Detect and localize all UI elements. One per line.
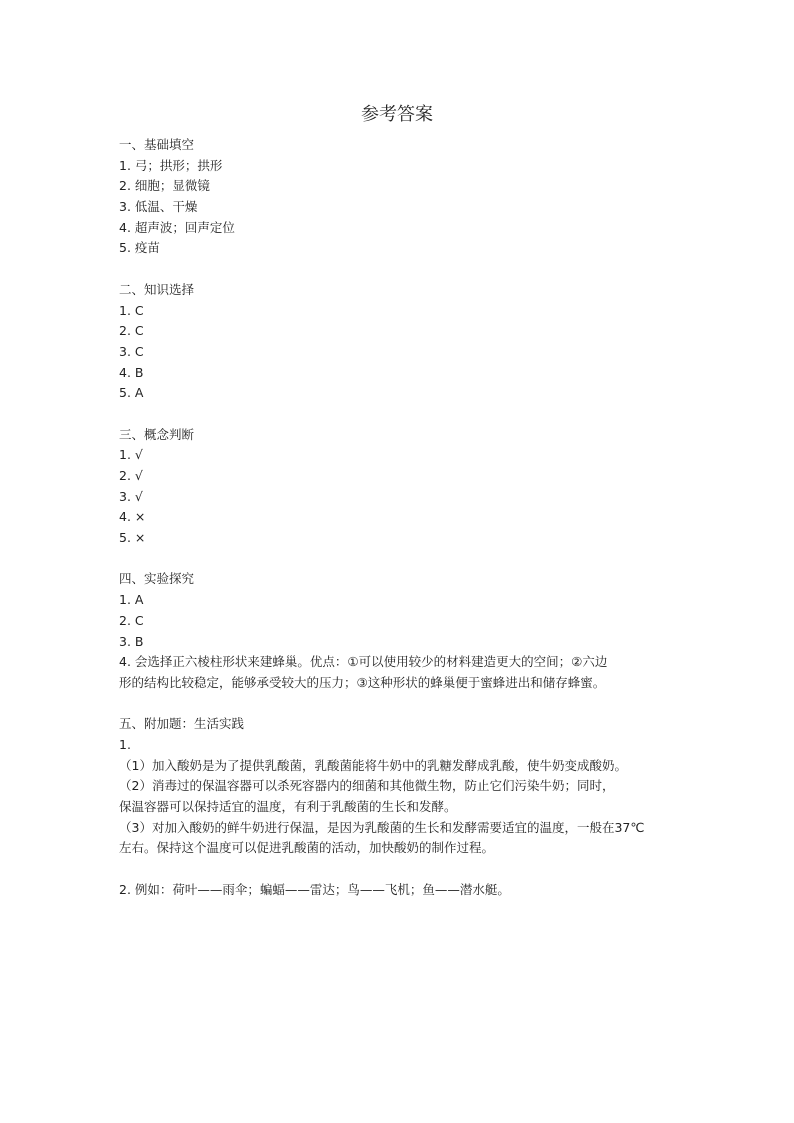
answer-item: 1. A	[119, 592, 144, 608]
answer-item: 2. C	[119, 612, 144, 628]
answer-item: 3. C	[119, 343, 144, 359]
answer-paragraph-line: 左右。保持这个温度可以促进乳酸菌的活动，加快酸奶的制作过程。	[119, 840, 495, 856]
answer-item: 4. B	[119, 364, 144, 380]
answer-content	[119, 135, 689, 900]
answer-item: 1. 弓；拱形；拱形	[119, 157, 223, 173]
answer-paragraph-line: （2）消毒过的保温容器可以杀死容器内的细菌和其他微生物，防止它们污染牛奶；同时，	[119, 778, 615, 794]
section-spacer	[119, 859, 689, 880]
answer-item: 2. C	[119, 323, 144, 339]
section-heading-fill-blank: 一、基础填空	[119, 137, 195, 152]
section-heading-life-practice: 五、附加题：生活实践	[119, 716, 245, 732]
answer-item: 5. ×	[119, 530, 146, 546]
answer-paragraph-line: 4. 会选择正六棱柱形状来建蜂巢。优点：①可以使用较少的材料建造更大的空间；②六边	[119, 654, 608, 670]
section-heading-multiple-choice: 二、知识选择	[119, 281, 195, 297]
section-spacer	[119, 404, 689, 425]
answer-item: 3. B	[119, 633, 144, 649]
answer-item: 4. ×	[119, 509, 146, 525]
answer-paragraph-line: 保温容器可以保持适宜的温度，有利于乳酸菌的生长和发酵。	[119, 799, 457, 814]
page-title: 参考答案	[361, 104, 433, 125]
answer-item: 5. 疫苗	[119, 240, 160, 256]
answer-item: 1. √	[119, 447, 143, 463]
answer-item: 2. 细胞；显微镜	[119, 178, 210, 194]
answer-paragraph-line: 2. 例如：荷叶——雨伞；蝙蝠——雷达；鸟——飞机；鱼——潜水艇。	[119, 881, 510, 897]
question-number: 1.	[119, 736, 131, 752]
section-spacer	[119, 694, 689, 715]
answer-item: 5. A	[119, 385, 144, 401]
answer-paragraph-line: （3）对加入酸奶的鲜牛奶进行保温，是因为乳酸菌的生长和发酵需要适宜的温度，一般在37℃	[119, 819, 645, 835]
section-heading-experiment: 四、实验探究	[119, 571, 195, 587]
answer-item: 3. 低温、干燥	[119, 199, 198, 215]
answer-paragraph-line: 形的结构比较稳定，能够承受较大的压力；③这种形状的蜂巢便于蜜蜂进出和储存蜂蜜。	[119, 674, 606, 690]
answer-item: 4. 超声波；回声定位	[119, 219, 235, 235]
answer-item: 1. C	[119, 302, 144, 318]
answer-paragraph-line: （1）加入酸奶是为了提供乳酸菌，乳酸菌能将牛奶中的乳糖发酵成乳酸，使牛奶变成酸奶。	[119, 757, 627, 773]
answer-item: 3. √	[119, 488, 143, 504]
answer-item: 2. √	[119, 468, 143, 483]
section-spacer	[119, 259, 689, 280]
section-spacer	[119, 549, 689, 570]
section-heading-true-false: 三、概念判断	[119, 426, 195, 442]
